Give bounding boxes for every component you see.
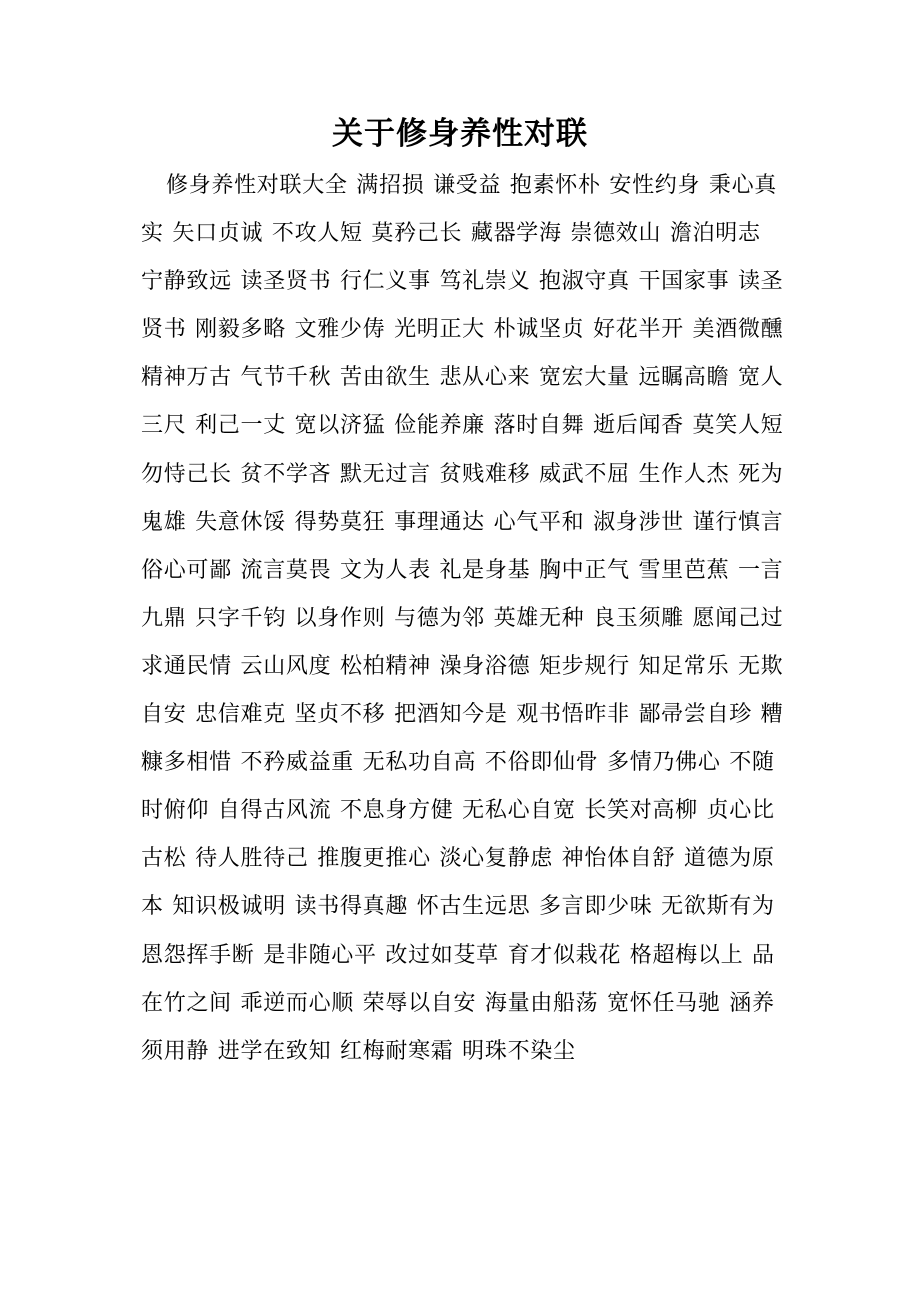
document-body: 修身养性对联大全 满招损 谦受益 抱素怀朴 安性约身 秉心真实 矢口贞诚 不攻人短 莫矜己长 藏器学海 崇德效山 澹泊明志 宁静致远 读圣贤书 行仁义事 笃礼崇义 抱淑守真 干国家事 读圣贤书 刚毅多略 文雅少俦 光明正大 朴诚坚贞 好花半开 美酒微醺 精神万古 气节千秋 苦由欲生 悲从心来 宽宏大量 远瞩高瞻 宽人三尺 利己一丈 宽以济猛 俭能养廉 落时自舞 逝后闻香 莫笑人短 勿恃己长 贫不学吝 默无过言 贫贱难移 威武不屈 生作人杰 死为鬼雄 失意休馁 得势莫狂 事理通达 心气平和 淑身涉世 谨行慎言 俗心可鄙 流言莫畏 文为人表 礼是身基 胸中正气 雪里芭蕉 一言九鼎 只字千钧 以身作则 与德为邻 英雄无种 良玉须雕 愿闻己过 求通民情 云山风度 松柏精神 澡身浴德 矩步规行 知足常乐 无欺自安 忠信难克 坚贞不移 把酒知今是 观书悟昨非 鄙帚尝自珍 糟糠多相惜 不矜威益重 无私功自高 不俗即仙骨 多情乃佛心 不随时俯仰 自得古风流 不息身方健 无私心自宽 长笑对高柳 贞心比古松 待人胜待己 推腹更推心 淡心复静虑 神怡体自舒 道德为原本 知识极诚明 读书得真趣 怀古生远思 多言即少味 无欲斯有为 恩怨挥手断 是非随心平 改过如芟草 育才似栽花 格超梅以上 品在竹之间 乖逆而心顺 荣辱以自安 海量由船荡 宽怀任马驰 涵养须用静 进学在致知 红梅耐寒霜 明珠不染尘 [141, 173, 784, 1064]
document-title: 关于修身养性对联 [332, 116, 588, 152]
